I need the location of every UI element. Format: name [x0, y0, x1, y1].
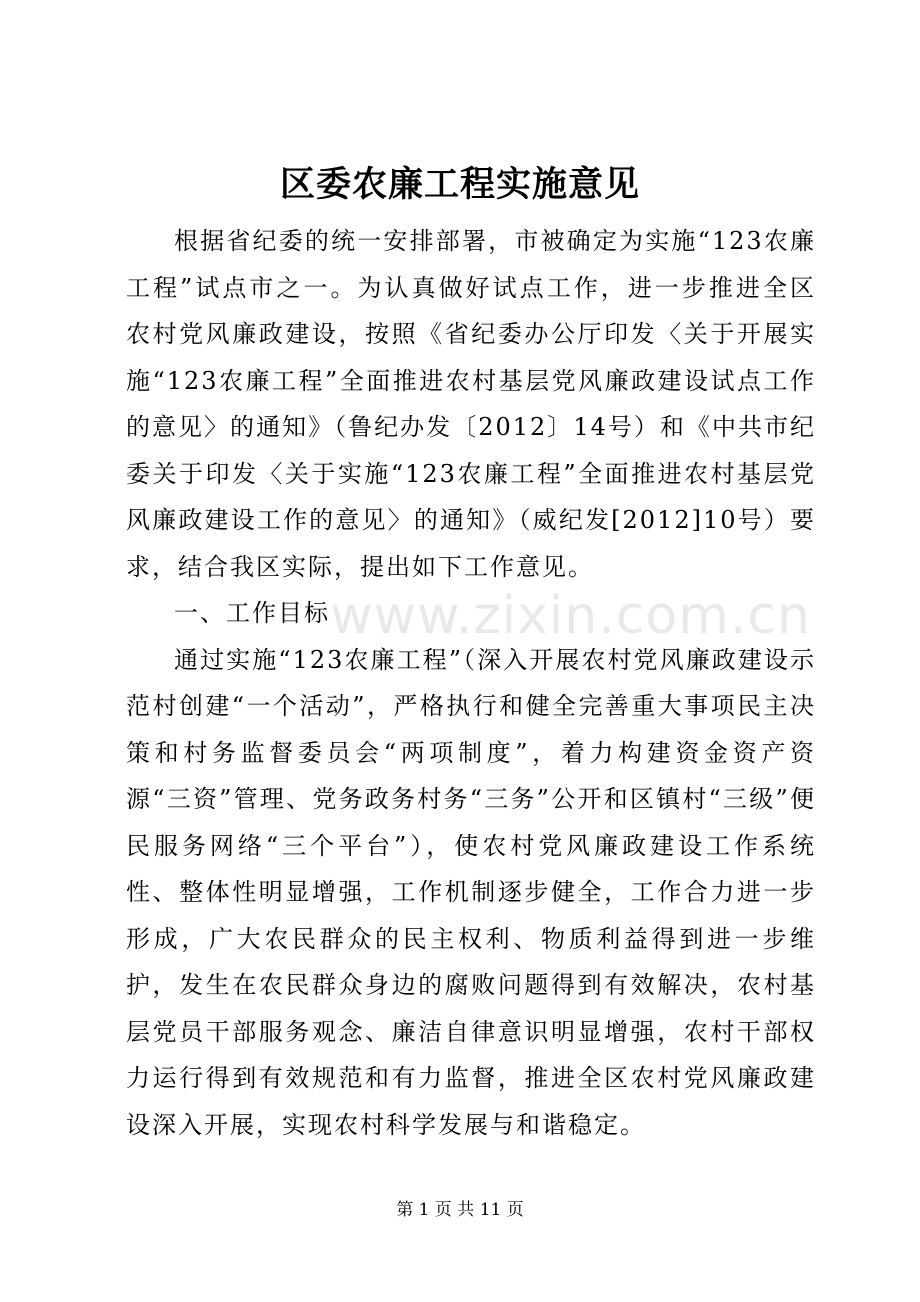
paragraph-goals: 通过实施“123农廉工程”（深入开展农村党风廉政建设示范村创建“一个活动”，严格执行和健全完善重大事项民主决策和村务监督委员会“两项制度”，着力构建资金资产资源“三资”管理、党务政务村务“三务”公开和区镇村“三级”便民服务网络“三个平台”），使农村党风廉政建设工作系统性、整体性明显增强，工作机制逐步健全，工作合力进一步形成，广大农民群众的民主权利、物质利益得到进一步维护，发生在农民群众身边的腐败问题得到有效解决，农村基层党员干部服务观念、廉洁自律意识明显增强，农村干部权力运行得到有效规范和有力监督，推进全区农村党风廉政建设深入开展，实现农村科学发展与和谐稳定。 [126, 645, 816, 1139]
watermark: www.zixin.com.cn [330, 586, 811, 646]
page-number-footer: 第 1 页 共 11 页 [396, 1200, 524, 1220]
document-title: 区委农廉工程实施意见 [279, 164, 640, 205]
section-heading-goals: 一、工作目标 [174, 599, 330, 627]
paragraph-intro: 根据省纪委的统一安排部署，市被确定为实施“123农廉工程”试点市之一。为认真做好试点工作，进一步推进全区农村党风廉政建设，按照《省纪委办公厅印发〈关于开展实施“123农廉工程”全面推进农村基层党风廉政建设试点工作的意见〉的通知》（鲁纪办发〔2012〕14号）和《中共市纪委关于印发〈关于实施“123农廉工程”全面推进农村基层党风廉政建设工作的意见〉的通知》（威纪发[2012]10号）要求，结合我区实际，提出如下工作意见。 [126, 227, 816, 581]
document-body [126, 218, 816, 1148]
